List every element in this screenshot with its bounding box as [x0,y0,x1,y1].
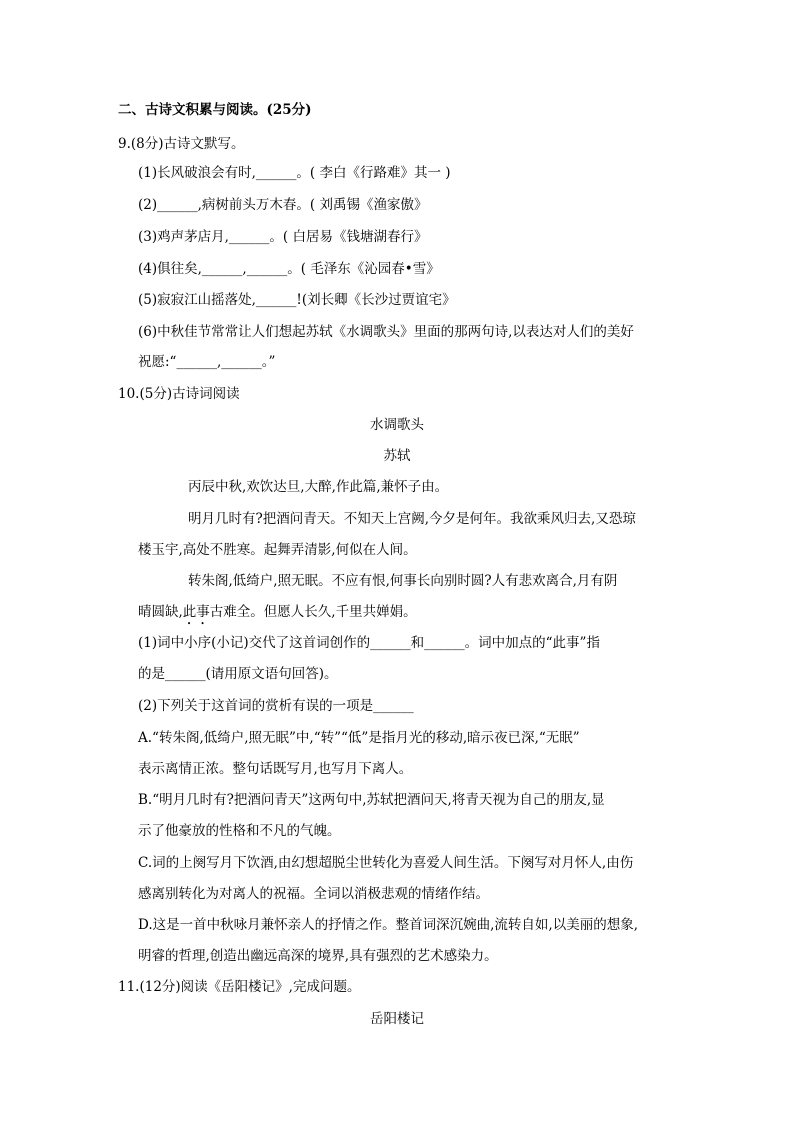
stanza2-pre: 晴圆缺, [138,604,183,620]
option-b-line1: B.“明月几时有?把酒问青天”这两句中,苏轼把酒问天,将青天视为自己的朋友,显 [138,792,605,808]
poem-stanza1-line1: 明月几时有?把酒问青天。不知天上宫阙,今夕是何年。我欲乘风归去,又恐琼 [188,511,636,527]
option-a-line2: 表示离情正浓。整句话既写月,也写月下离人。 [138,761,413,777]
poem-title: 水调歌头 [370,417,424,433]
stanza2-post: 古难全。但愿人长久,千里共婵娟。 [209,604,417,620]
q9-item-1: (1)长风破浪会有时,______。( 李白《行路难》其一 ) [138,165,451,181]
q11-header: 11.(12分)阅读《岳阳楼记》,完成问题。 [118,979,361,995]
q9-item-3: (3)鸡声茅店月,______。( 白居易《钱塘湖春行》 [138,229,428,245]
poem-stanza2-line2 [138,602,417,628]
q9-item-6: (6)中秋佳节常常让人们想起苏轼《水调歌头》里面的那两句诗,以表达对人们的美好 [138,324,634,340]
option-c-line2: 感离别转化为对离人的祝福。全词以消极悲观的情绪作结。 [138,886,489,902]
poem-author: 苏轼 [383,448,411,464]
option-b-line2: 示了他豪放的性格和不凡的气魄。 [138,823,341,839]
q10-sub1-line2: 的是______(请用原文语句回答)。 [138,666,338,682]
poem-stanza2-line1: 转朱阁,低绮户,照无眠。不应有恨,何事长向别时圆?人有悲欢离合,月有阴 [188,573,618,589]
option-c-line1: C.词的上阕写月下饮酒,由幻想超脱尘世转化为喜爱人间生活。下阕写对月怀人,由伤 [138,855,634,871]
dotted-phrase: 此事 [182,604,210,620]
q11-title: 岳阳楼记 [370,1011,424,1027]
q9-item-2: (2)______,病树前头万木春。( 刘禹锡《渔家傲》 [138,197,428,213]
q10-sub2: (2)下列关于这首词的赏析有误的一项是______ [138,698,414,714]
q9-item-5: (5)寂寂江山摇落处,______!(刘长卿《长沙过贾谊宅》 [138,292,456,308]
option-d-line2: 明睿的哲理,创造出幽远高深的境界,具有强烈的艺术感染力。 [138,948,498,964]
section-title: 二、古诗文积累与阅读。(25分) [118,102,312,118]
poem-preface: 丙辰中秋,欢饮达旦,大醉,作此篇,兼怀子由。 [188,479,449,495]
q10-header: 10.(5分)古诗词阅读 [118,386,240,402]
q10-sub1-line1: (1)词中小序(小记)交代了这首词创作的______和______。词中加点的“此事”指 [138,635,600,651]
option-d-line1: D.这是一首中秋咏月兼怀亲人的抒情之作。整首词深沉婉曲,流转自如,以美丽的想象, [138,917,639,933]
poem-stanza1-line2: 楼玉宇,高处不胜寒。起舞弄清影,何似在人间。 [138,542,417,558]
q9-item-6-cont: 祝愿:“______,______。” [138,354,276,370]
q9-item-4: (4)俱往矣,______,______。( 毛泽东《沁园春•雪》 [138,261,440,277]
q9-header: 9.(8分)古诗文默写。 [118,136,245,152]
option-a-line1: A.“转朱阁,低绮户,照无眠”中,“转”“低”是指月光的移动,暗示夜已深,“无眠” [138,730,580,746]
